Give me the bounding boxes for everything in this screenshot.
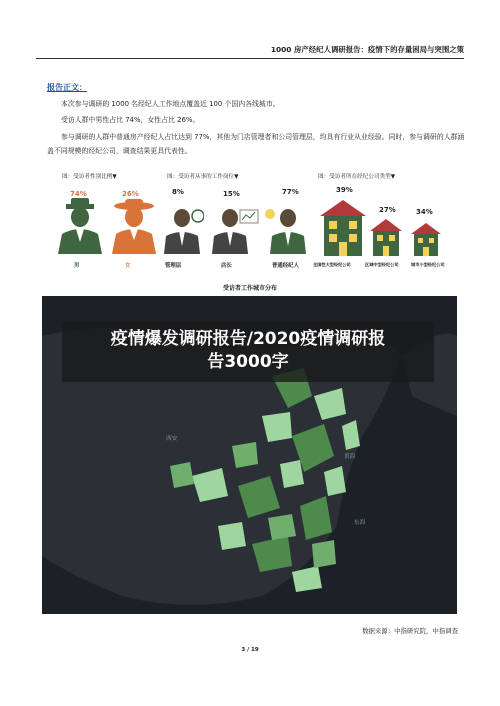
national-company-house-icon bbox=[318, 198, 368, 256]
company-figure-title: 图：受访者所在经纪公司类型▼ bbox=[318, 174, 396, 180]
agent-icon bbox=[262, 206, 308, 254]
paragraph-gender: 受访人群中男性占比 74%，女性占比 26%。 bbox=[61, 116, 200, 124]
xian-label: 西安 bbox=[166, 436, 178, 442]
page-header: 1000 房产经纪人调研报告：疫情下的存量困局与突围之策 bbox=[270, 45, 464, 54]
agent-percent: 77% bbox=[282, 188, 299, 196]
female-label: 女 bbox=[125, 263, 131, 269]
store-manager-icon bbox=[210, 206, 260, 254]
data-source: 数据来源：中指研究院，中指调查 bbox=[362, 627, 458, 635]
section-title: 报告正文： bbox=[47, 83, 87, 92]
overlay-line-1: 疫情爆发调研报告/2020疫情调研报 bbox=[110, 329, 386, 349]
city-company-percent: 34% bbox=[416, 208, 433, 216]
female-percent: 26% bbox=[122, 190, 139, 198]
overlay-line-2: 告3000字 bbox=[207, 352, 289, 372]
city-company-label: 城市小型经纪公司 bbox=[411, 262, 445, 267]
agent-label: 普通经纪人 bbox=[272, 263, 299, 269]
store-manager-label: 店长 bbox=[221, 263, 232, 269]
paragraph-roles: 参与调研的人群中普通房产经纪人占比达到 77%，其他为门店管理者和公司管理层，均具有行业从业经验。同时，参与调研的人群涵盖不同规模的经纪公司，调查结果更具代表性。 bbox=[47, 133, 465, 155]
male-label: 男 bbox=[74, 263, 80, 269]
page-number: 3 / 19 bbox=[241, 647, 259, 653]
map-caption: 受访者工作城市分布 bbox=[222, 285, 277, 292]
male-figure-icon bbox=[52, 198, 108, 254]
regional-company-label: 区域中型经纪公司 bbox=[365, 262, 399, 267]
national-company-percent: 39% bbox=[336, 186, 353, 194]
huanghai-label: 黄海 bbox=[344, 454, 356, 460]
donghai-label: 东海 bbox=[354, 520, 366, 526]
header-rule bbox=[36, 58, 464, 59]
regional-company-house-icon bbox=[369, 218, 403, 256]
national-company-label: 全国性大型经纪公司 bbox=[313, 262, 351, 267]
paragraph-coverage: 本次参与调研的 1000 名经纪人工作地点覆盖近 100 个国内各线城市。 bbox=[61, 100, 280, 108]
position-figure-title: 图：受访者从事的工作岗位▼ bbox=[167, 174, 239, 180]
female-figure-icon bbox=[106, 198, 162, 254]
male-percent: 74% bbox=[70, 190, 87, 198]
city-company-house-icon bbox=[410, 222, 442, 256]
manager-percent: 8% bbox=[172, 188, 184, 196]
gender-figure-title: 图：受访者性别比例▼ bbox=[62, 174, 117, 180]
article-title-overlay bbox=[62, 322, 434, 382]
manager-icon bbox=[160, 206, 204, 254]
manager-label: 管理层 bbox=[165, 263, 182, 269]
regional-company-percent: 27% bbox=[379, 206, 396, 214]
store-manager-percent: 15% bbox=[223, 190, 240, 198]
